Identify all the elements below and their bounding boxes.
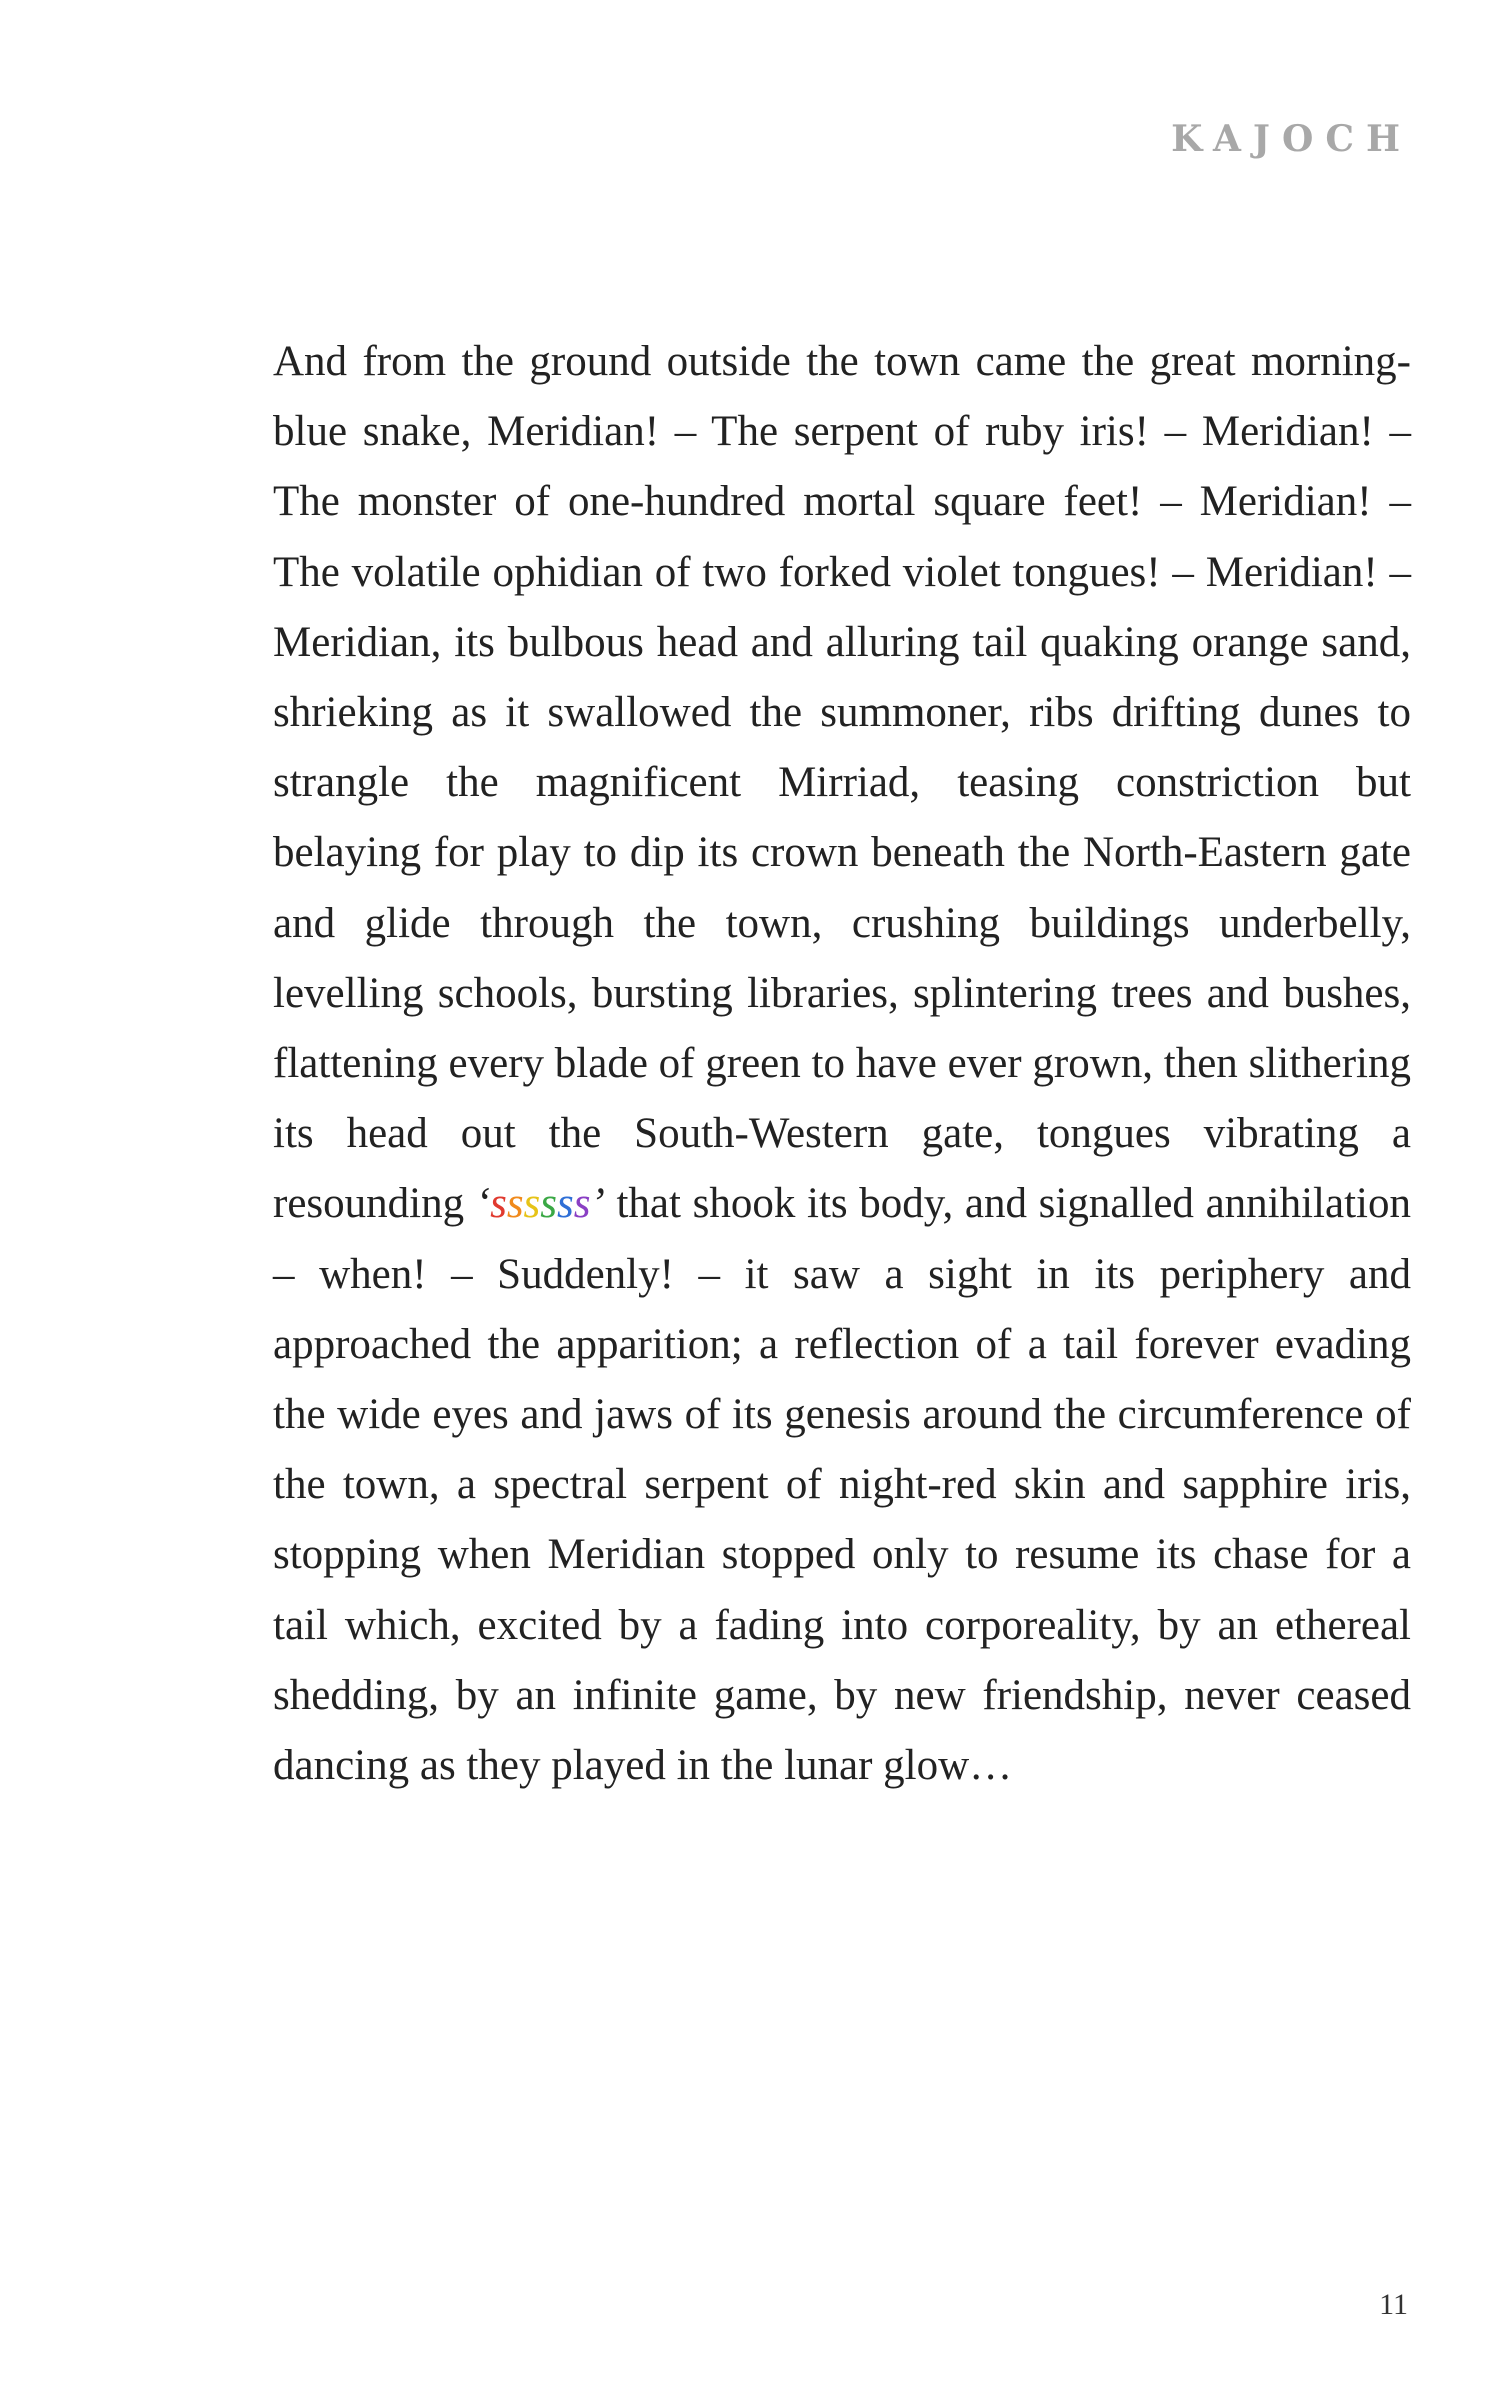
quote-open: ‘ xyxy=(475,1180,491,1228)
hiss-letter: s xyxy=(523,1180,541,1228)
hiss-letter: s xyxy=(540,1180,558,1228)
hiss-word xyxy=(476,1180,605,1227)
hiss-letter: s xyxy=(573,1180,591,1228)
quote-close: ’ xyxy=(590,1180,605,1228)
hiss-letters xyxy=(490,1180,590,1227)
paragraph-text-after: that shook its body, and signalled annihilation – when! – Suddenly! – it saw a sight in its periphery and approached the apparition; a reflection of a tail forever evading the wide eyes and jaws of its genesis around the circumference of the town, a spectral serpent of night-red skin and sapphire iris, stopping when Meridian stopped only to resume its chase for a tail which, excited by a fading into corporeality, by an ethereal shedding, by an infinite game, by new friendship, never ceased dancing as they played in the lunar glow… xyxy=(273,1180,1411,1790)
hiss-letter: s xyxy=(490,1180,507,1228)
hiss-letter: s xyxy=(506,1180,524,1228)
running-header: KAJOCH xyxy=(1171,118,1412,160)
hiss-letter: s xyxy=(557,1180,574,1228)
paragraph-text-before: And from the ground outside the town came the great morning-blue snake, Meridian! – The serpent of ruby iris! – Meridian! – The monster of one-hundred mortal square feet! – Meridian! – The volatile ophidian of two forked violet tongues! – Meridian! – Meridian, its bulbous head and alluring tail quaking orange sand, shrieking as it swallowed the summoner, ribs drifting dunes to strangle the magnificent Mirriad, teasing constriction but belaying for play to dip its crown beneath the North-Eastern gate and glide through the town, crushing buildings underbelly, levelling schools, bursting libraries, splintering trees and bushes, flattening every blade of green to have ever grown, then slithering its head out the South-Western gate, tongues vibrating a resounding xyxy=(273,338,1411,1228)
story-paragraph xyxy=(273,327,1411,1801)
page-number: 11 xyxy=(1379,2288,1408,2321)
